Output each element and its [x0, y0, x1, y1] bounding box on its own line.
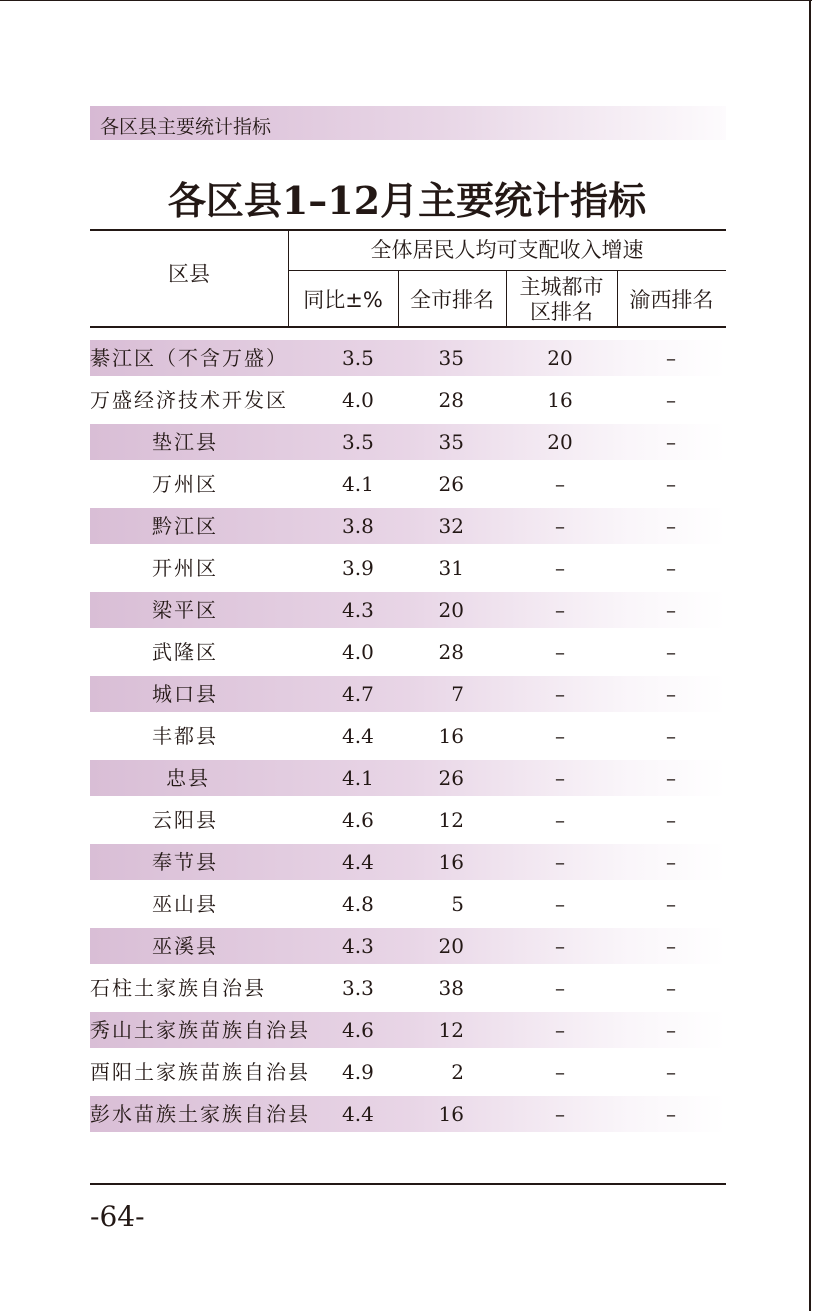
header-region: 区县	[168, 262, 210, 286]
yoy-cell: 4.9	[342, 1060, 374, 1084]
region-name-cell: 奉节县	[152, 850, 218, 874]
yuxi-rank-cell: –	[666, 892, 676, 916]
yoy-cell: 4.6	[342, 1018, 374, 1042]
region-name-cell: 武隆区	[152, 640, 218, 664]
city-rank-cell: 5	[451, 892, 464, 916]
table-row	[90, 928, 726, 964]
page-number: -64-	[90, 1200, 145, 1233]
region-name-cell: 万州区	[152, 472, 218, 496]
yoy-cell: 4.1	[342, 472, 374, 496]
table-title: 各区县1–12月主要统计指标	[167, 178, 647, 223]
yuxi-rank-cell: –	[666, 934, 676, 958]
main-rank-cell: 16	[547, 388, 573, 412]
city-rank-cell: 12	[438, 808, 464, 832]
yoy-cell: 4.8	[342, 892, 374, 916]
table-row	[90, 340, 726, 376]
yoy-cell: 4.0	[342, 640, 374, 664]
yoy-cell: 3.8	[342, 514, 374, 538]
table-row	[90, 1096, 726, 1132]
yuxi-rank-cell: –	[666, 640, 676, 664]
region-name-cell: 巫溪县	[152, 934, 218, 958]
region-name-cell: 梁平区	[152, 598, 218, 622]
yuxi-rank-cell: –	[666, 472, 676, 496]
header-income-growth: 全体居民人均可支配收入增速	[370, 238, 644, 262]
yoy-cell: 4.4	[342, 1102, 374, 1126]
main-rank-cell: –	[555, 640, 565, 664]
header-main-rank-line2: 区排名	[530, 300, 593, 324]
main-rank-cell: –	[555, 892, 565, 916]
main-rank-cell: –	[555, 556, 565, 580]
yoy-cell: 4.3	[342, 598, 374, 622]
table-row	[90, 718, 726, 754]
main-rank-cell: –	[555, 598, 565, 622]
city-rank-cell: 38	[438, 976, 464, 1000]
main-rank-cell: –	[555, 682, 565, 706]
table-row	[90, 592, 726, 628]
yoy-cell: 3.3	[342, 976, 374, 1000]
header-yuxi-rank: 渝西排名	[629, 288, 714, 312]
header-city-rank: 全市排名	[410, 288, 494, 312]
city-rank-cell: 7	[451, 682, 464, 706]
yoy-cell: 3.9	[342, 556, 374, 580]
table-top-rule	[90, 229, 726, 231]
main-rank-cell: –	[555, 850, 565, 874]
city-rank-cell: 20	[438, 934, 464, 958]
city-rank-cell: 2	[451, 1060, 464, 1084]
yuxi-rank-cell: –	[666, 1018, 676, 1042]
table-row	[90, 676, 726, 712]
city-rank-cell: 35	[438, 430, 464, 454]
region-name-cell: 云阳县	[152, 808, 218, 832]
yuxi-rank-cell: –	[666, 556, 676, 580]
yoy-cell: 3.5	[342, 346, 374, 370]
main-rank-cell: –	[555, 514, 565, 538]
main-rank-cell: –	[555, 808, 565, 832]
table-row	[90, 760, 726, 796]
region-name-cell: 垫江县	[152, 430, 218, 454]
city-rank-cell: 12	[438, 1018, 464, 1042]
yoy-cell: 4.4	[342, 850, 374, 874]
table-row	[90, 466, 726, 502]
region-name-cell: 开州区	[152, 556, 218, 580]
city-rank-cell: 31	[438, 556, 464, 580]
yuxi-rank-cell: –	[666, 430, 676, 454]
yoy-cell: 4.6	[342, 808, 374, 832]
region-name-cell: 酉阳土家族苗族自治县	[90, 1060, 310, 1084]
yuxi-rank-cell: –	[666, 514, 676, 538]
yoy-cell: 4.4	[342, 724, 374, 748]
city-rank-cell: 26	[438, 472, 464, 496]
footer-rule	[90, 1183, 726, 1185]
table-row	[90, 634, 726, 670]
city-rank-cell: 26	[438, 766, 464, 790]
main-rank-cell: –	[555, 1060, 565, 1084]
yoy-cell: 3.5	[342, 430, 374, 454]
yoy-cell: 4.1	[342, 766, 374, 790]
region-name-cell: 城口县	[152, 682, 218, 706]
header-bottom-rule	[90, 326, 726, 328]
yoy-cell: 4.7	[342, 682, 374, 706]
region-name-cell: 黔江区	[152, 514, 218, 538]
region-name-cell: 忠县	[166, 766, 210, 790]
yuxi-rank-cell: –	[666, 346, 676, 370]
city-rank-cell: 16	[438, 1102, 464, 1126]
table-row	[90, 802, 726, 838]
section-title: 各区县主要统计指标	[100, 116, 272, 138]
region-name-cell: 万盛经济技术开发区	[90, 388, 288, 412]
yoy-cell: 4.3	[342, 934, 374, 958]
main-rank-cell: –	[555, 934, 565, 958]
main-rank-cell: –	[555, 1102, 565, 1126]
city-rank-cell: 35	[438, 346, 464, 370]
main-rank-cell: 20	[547, 346, 573, 370]
yuxi-rank-cell: –	[666, 682, 676, 706]
header-group-rule	[288, 270, 726, 271]
table-row	[90, 550, 726, 586]
region-name-cell: 彭水苗族土家族自治县	[90, 1102, 310, 1126]
yuxi-rank-cell: –	[666, 388, 676, 412]
region-name-cell: 秀山土家族苗族自治县	[90, 1018, 310, 1042]
main-rank-cell: –	[555, 1018, 565, 1042]
yuxi-rank-cell: –	[666, 976, 676, 1000]
header-main-rank-line1: 主城都市	[519, 275, 604, 299]
yoy-cell: 4.0	[342, 388, 374, 412]
table-row	[90, 844, 726, 880]
city-rank-cell: 16	[438, 724, 464, 748]
main-rank-cell: –	[555, 976, 565, 1000]
city-rank-cell: 20	[438, 598, 464, 622]
region-name-cell: 綦江区（不含万盛）	[90, 346, 288, 370]
table-row	[90, 970, 726, 1006]
header-yoy: 同比±%	[303, 288, 383, 312]
city-rank-cell: 28	[438, 388, 464, 412]
yuxi-rank-cell: –	[666, 1102, 676, 1126]
table-row	[90, 508, 726, 544]
page-frame-top	[0, 0, 812, 1]
main-rank-cell: –	[555, 472, 565, 496]
main-rank-cell: –	[555, 766, 565, 790]
table-row	[90, 886, 726, 922]
yuxi-rank-cell: –	[666, 1060, 676, 1084]
yuxi-rank-cell: –	[666, 808, 676, 832]
yuxi-rank-cell: –	[666, 850, 676, 874]
table-row	[90, 1054, 726, 1090]
city-rank-cell: 16	[438, 850, 464, 874]
city-rank-cell: 32	[438, 514, 464, 538]
region-name-cell: 丰都县	[152, 724, 218, 748]
yuxi-rank-cell: –	[666, 766, 676, 790]
yuxi-rank-cell: –	[666, 598, 676, 622]
main-rank-cell: 20	[547, 430, 573, 454]
region-name-cell: 巫山县	[152, 892, 218, 916]
table-row	[90, 424, 726, 460]
table-row	[90, 1012, 726, 1048]
table-row	[90, 382, 726, 418]
main-rank-cell: –	[555, 724, 565, 748]
region-name-cell: 石柱土家族自治县	[90, 976, 266, 1000]
city-rank-cell: 28	[438, 640, 464, 664]
yuxi-rank-cell: –	[666, 724, 676, 748]
